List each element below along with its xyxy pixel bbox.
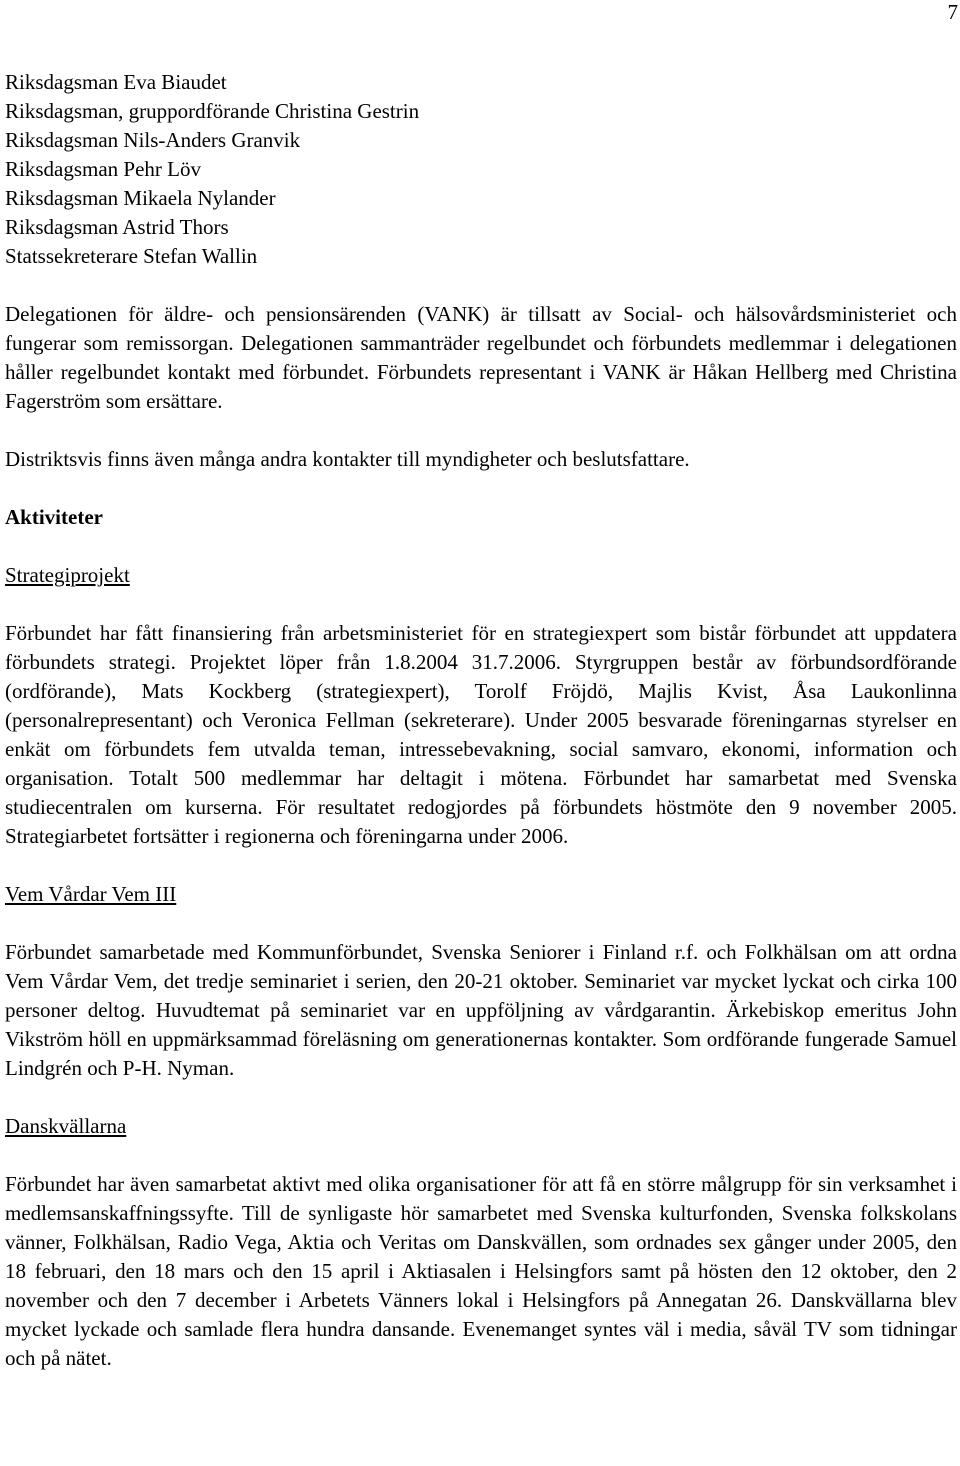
document-body <box>5 68 957 1373</box>
section-heading: Vem Vårdar Vem III <box>5 882 177 906</box>
member-line: Riksdagsman, gruppordförande Christina Gestrin <box>5 99 420 123</box>
section-text: Förbundet har även samarbetat aktivt med olika organisationer för att få en större målgrupp för sin verksamhet i medlemsanskaffningssyfte. Till de synligaste hör samarbetet med Svenska kulturfonden, Svenska folkskolans vänner, Folkhälsan, Radio Vega, Aktia och Veritas om Danskvällen, som ordnades sex gånger under 2005, den 18 februari, den 18 mars och den 15 april i Aktiasalen i Helsingfors samt på hösten den 12 oktober, den 2 november och den 7 december i Arbetets Vänners lokal i Helsingfors på Annegatan 26. Danskvällarna blev mycket lyckade och samlade flera hundra dansande. Evenemanget syntes väl i media, såväl TV som tidningar och på nätet. <box>5 1172 957 1370</box>
member-list <box>5 68 957 271</box>
section-heading: Strategiprojekt <box>5 563 130 587</box>
member-line: Statssekreterare Stefan Wallin <box>5 244 258 268</box>
section-text: Förbundet har fått finansiering från arbetsministeriet för en strategiexpert som bistår förbundet att uppdatera förbundets strategi. Projektet löper från 1.8.2004 31.7.2006. Styrgruppen består av förbundsordförande (ordförande), Mats Kockberg (strategiexpert), Torolf Fröjdö, Majlis Kvist, Åsa Laukonlinna (personalrepresentant) och Veronica Fellman (sekreterare). Under 2005 besvarade föreningarnas styrelser en enkät om förbundets fem utvalda teman, intressebevakning, social samvaro, ekonomi, information och organisation. Totalt 500 medlemmar har deltagit i mötena. Förbundet har samarbetat med Svenska studiecentralen om kurserna. För resultatet redogjordes på förbundets höstmöte den 9 november 2005. Strategiarbetet fortsätter i regionerna och föreningarna under 2006. <box>5 621 957 848</box>
section-strategiprojekt <box>5 561 957 851</box>
section-heading: Danskvällarna <box>5 1114 127 1138</box>
member-line: Riksdagsman Pehr Löv <box>5 157 201 181</box>
section-danskvallarna <box>5 1112 957 1373</box>
member-line: Riksdagsman Eva Biaudet <box>5 70 227 94</box>
section-vem-vardar-vem <box>5 880 957 1083</box>
member-line: Riksdagsman Mikaela Nylander <box>5 186 276 210</box>
vank-paragraph: Delegationen för äldre- och pensionsärenden (VANK) är tillsatt av Social- och hälsovårdsministeriet och fungerar som remissorgan. Delegationen sammanträder regelbundet och förbundets medlemmar i delegationen håller regelbundet kontakt med förbundet. Förbundets representant i VANK är Håkan Hellberg med Christina Fagerström som ersättare. <box>5 302 957 413</box>
member-line: Riksdagsman Astrid Thors <box>5 215 229 239</box>
page-number: 7 <box>947 0 958 24</box>
activities-heading: Aktiviteter <box>5 505 103 529</box>
districts-paragraph: Distriktsvis finns även många andra kontakter till myndigheter och beslutsfattare. <box>5 447 690 471</box>
member-line: Riksdagsman Nils-Anders Granvik <box>5 128 301 152</box>
section-text: Förbundet samarbetade med Kommunförbundet, Svenska Seniorer i Finland r.f. och Folkhälsan om att ordna Vem Vårdar Vem, det tredje seminariet i serien, den 20-21 oktober. Seminariet var mycket lyckat och cirka 100 personer deltog. Huvudtemat på seminariet var en uppföljning av vårdgarantin. Ärkebiskop emeritus John Vikström höll en uppmärksammad föreläsning om generationernas kontakter. Som ordförande fungerade Samuel Lindgrén och P-H. Nyman. <box>5 940 957 1080</box>
